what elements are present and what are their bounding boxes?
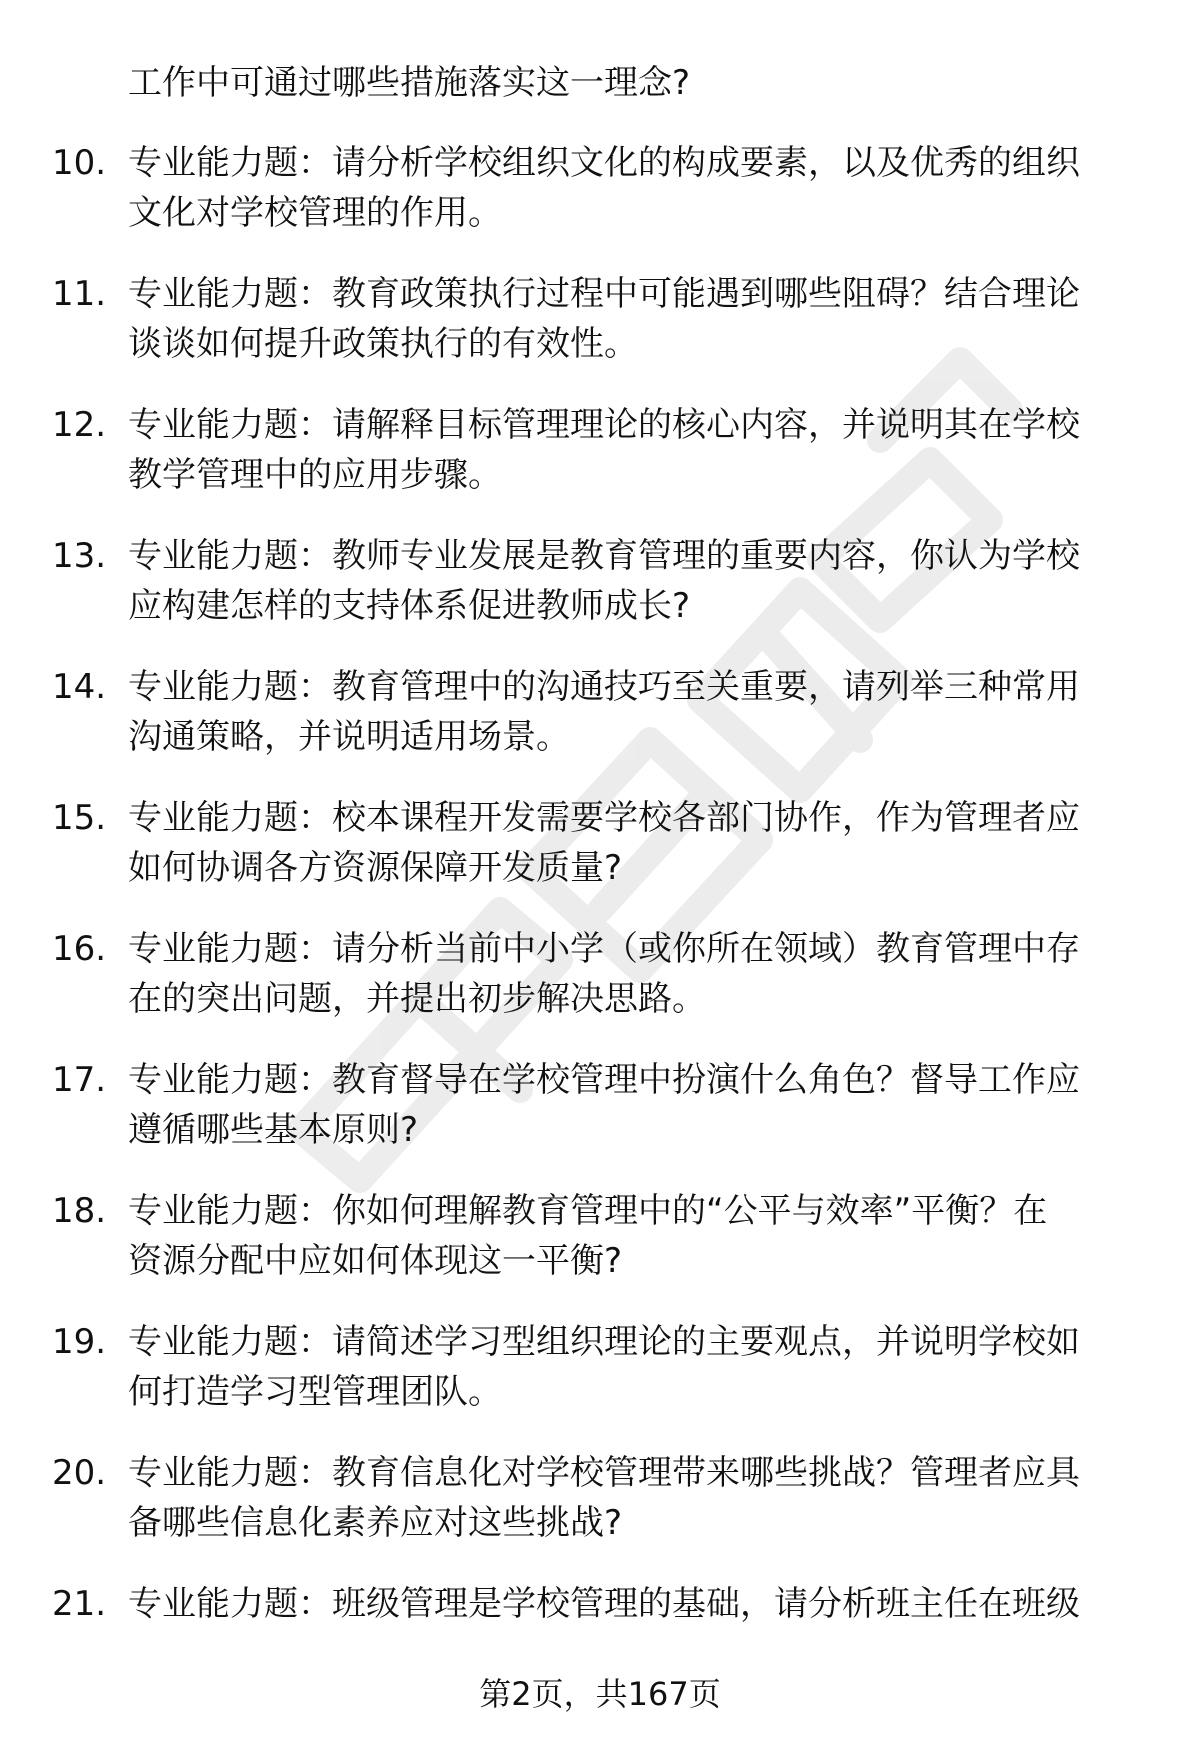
question-line: 何打造学习型管理团队。 xyxy=(128,1372,502,1412)
question-line: 专业能力题：班级管理是学校管理的基础，请分析班主任在班级 xyxy=(128,1584,1080,1624)
question-text xyxy=(128,400,1138,500)
question-text xyxy=(128,1579,1138,1629)
list-item xyxy=(0,531,1200,662)
question-line: 应构建怎样的支持体系促进教师成长? xyxy=(128,586,691,626)
question-number: 10. xyxy=(52,143,107,183)
question-text xyxy=(128,138,1138,238)
question-line: 专业能力题：请分析学校组织文化的构成要素，以及优秀的组织 xyxy=(128,143,1080,183)
continuation-text: 工作中可通过哪些措施落实这一理念? xyxy=(128,63,691,103)
list-item xyxy=(0,924,1200,1055)
question-number: 14. xyxy=(52,667,107,707)
question-line: 专业能力题：你如何理解教育管理中的“公平与效率”平衡？在 xyxy=(128,1191,1048,1231)
question-number: 13. xyxy=(52,536,107,576)
question-text xyxy=(128,793,1138,893)
question-text xyxy=(128,1448,1138,1548)
list-item xyxy=(0,1448,1200,1579)
question-line: 沟通策略，并说明适用场景。 xyxy=(128,717,570,757)
question-line: 专业能力题：请简述学习型组织理论的主要观点，并说明学校如 xyxy=(128,1322,1080,1362)
question-text xyxy=(128,269,1138,369)
question-line: 专业能力题：教育督导在学校管理中扮演什么角色？督导工作应 xyxy=(128,1060,1080,1100)
question-line: 备哪些信息化素养应对这些挑战? xyxy=(128,1503,623,1543)
question-line: 专业能力题：校本课程开发需要学校各部门协作，作为管理者应 xyxy=(128,798,1080,838)
question-number: 12. xyxy=(52,405,107,445)
question-line: 遵循哪些基本原则? xyxy=(128,1110,419,1150)
question-number: 18. xyxy=(52,1191,107,1231)
question-text xyxy=(128,531,1138,631)
list-item xyxy=(0,1055,1200,1186)
question-number: 19. xyxy=(52,1322,107,1362)
question-number: 21. xyxy=(52,1584,107,1624)
question-line: 文化对学校管理的作用。 xyxy=(128,193,502,233)
question-text xyxy=(128,924,1138,1024)
question-line: 专业能力题：教育信息化对学校管理带来哪些挑战？管理者应具 xyxy=(128,1453,1080,1493)
question-line: 专业能力题：教育政策执行过程中可能遇到哪些阻碍？结合理论 xyxy=(128,274,1080,314)
list-item xyxy=(0,269,1200,400)
question-text xyxy=(128,1055,1138,1155)
question-number: 20. xyxy=(52,1453,107,1493)
question-text xyxy=(128,662,1138,762)
question-line: 谈谈如何提升政策执行的有效性。 xyxy=(128,324,638,364)
list-item xyxy=(0,400,1200,531)
question-line: 在的突出问题，并提出初步解决思路。 xyxy=(128,979,706,1019)
question-line: 专业能力题：请解释目标管理理论的核心内容，并说明其在学校 xyxy=(128,405,1080,445)
question-number: 15. xyxy=(52,798,107,838)
list-item xyxy=(0,138,1200,269)
question-list xyxy=(0,138,1200,1710)
question-number: 11. xyxy=(52,274,107,314)
question-line: 专业能力题：请分析当前中小学（或你所在领域）教育管理中存 xyxy=(128,929,1080,969)
question-line: 教学管理中的应用步骤。 xyxy=(128,455,502,495)
list-item xyxy=(0,1317,1200,1448)
list-item xyxy=(0,662,1200,793)
question-line: 专业能力题：教育管理中的沟通技巧至关重要，请列举三种常用 xyxy=(128,667,1080,707)
list-item xyxy=(0,1186,1200,1317)
question-line: 专业能力题：教师专业发展是教育管理的重要内容，你认为学校 xyxy=(128,536,1080,576)
question-line: 资源分配中应如何体现这一平衡? xyxy=(128,1241,623,1281)
page-number-footer: 第2页，共167页 xyxy=(479,1675,721,1713)
question-text xyxy=(128,1317,1138,1417)
question-line: 如何协调各方资源保障开发质量? xyxy=(128,848,623,888)
question-number: 17. xyxy=(52,1060,107,1100)
list-item xyxy=(0,793,1200,924)
question-text xyxy=(128,1186,1138,1286)
question-number: 16. xyxy=(52,929,107,969)
